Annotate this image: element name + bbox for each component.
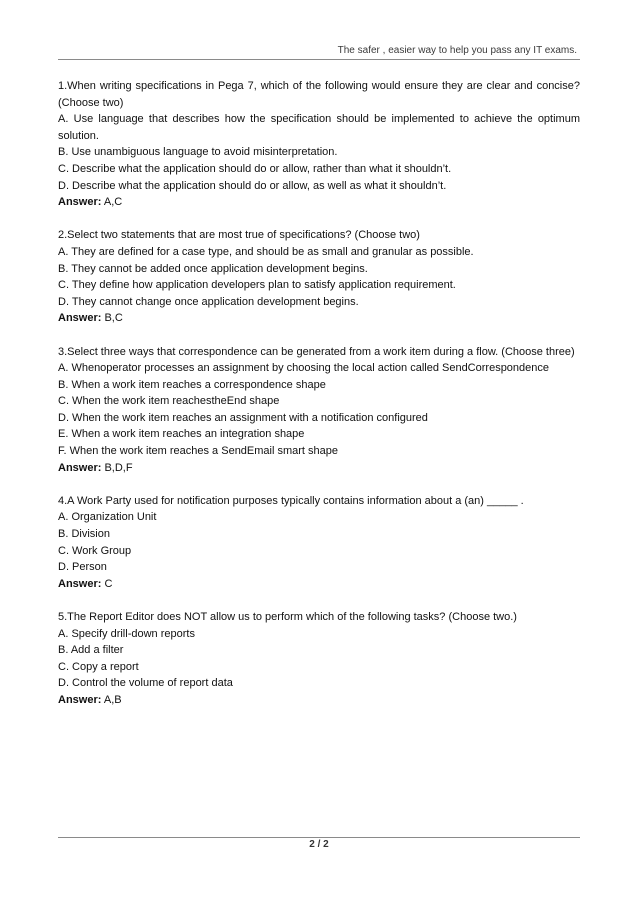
question-1 — [58, 78, 580, 211]
answer-value: B,D,F — [101, 461, 133, 474]
question-4 — [58, 493, 580, 593]
option-f: F. When the work item reaches a SendEmail smart shape — [58, 445, 339, 458]
question-text: 3.Select three ways that correspondence can be generated from a work item during a flow. (Choose three) — [58, 345, 575, 358]
option-a: A. Specify drill-down reports — [58, 627, 195, 640]
option-c: C. Work Group — [58, 544, 132, 557]
answer-label: Answer: — [58, 693, 102, 706]
option-d: D. Control the volume of report data — [58, 677, 233, 690]
option-b: B. When a work item reaches a correspondence shape — [58, 378, 326, 391]
option-d: D. Person — [58, 561, 107, 574]
option-c: C. Describe what the application should do or allow, rather than what it shouldn’t. — [58, 162, 452, 175]
answer-value: C — [101, 577, 113, 590]
page-header — [58, 42, 580, 60]
question-list — [58, 78, 580, 725]
option-d: D. Describe what the application should do or allow, as well as what it shouldn’t. — [58, 179, 447, 192]
answer-label: Answer: — [58, 461, 102, 474]
option-b: B. Division — [58, 528, 110, 541]
answer-value: A,C — [101, 196, 123, 209]
answer-label: Answer: — [58, 312, 102, 325]
question-text: 5.The Report Editor does NOT allow us to perform which of the following tasks? (Choose two.) — [58, 611, 517, 623]
footer-divider — [58, 837, 580, 838]
question-2 — [58, 227, 580, 327]
question-5 — [58, 609, 580, 709]
option-c: C. Copy a report — [58, 660, 139, 673]
option-b: B. Use unambiguous language to avoid misinterpretation. — [58, 146, 338, 159]
question-text: 1.When writing specifications in Pega 7, which of the following would ensure they are clear and concise? (Choose two) — [58, 80, 580, 109]
option-d: D. When the work item reaches an assignment with a notification configured — [58, 411, 428, 424]
header-tagline: The safer , easier way to help you pass any IT exams. — [337, 45, 577, 56]
option-a: A. Organization Unit — [58, 511, 157, 524]
answer-line — [58, 460, 580, 477]
answer-line — [58, 194, 580, 211]
answer-line — [58, 310, 580, 327]
answer-line — [58, 576, 580, 593]
option-c: C. When the work item reachestheEnd shape — [58, 395, 280, 408]
page-number: 2 / 2 — [309, 839, 329, 850]
option-b: B. They cannot be added once application development begins. — [58, 262, 368, 275]
option-c: C. They define how application developers plan to satisfy application requirement. — [58, 279, 456, 292]
answer-line — [58, 692, 580, 709]
option-e: E. When a work item reaches an integration shape — [58, 428, 305, 441]
answer-label: Answer: — [58, 196, 102, 209]
answer-value: A,B — [101, 693, 122, 706]
option-a: A. Whenoperator processes an assignment by choosing the local action called SendCorrespondence — [58, 362, 550, 375]
option-d: D. They cannot change once application development begins. — [58, 295, 359, 308]
option-a: A. Use language that describes how the specification should be implemented to achieve the optimum solution. — [58, 113, 580, 142]
option-a: A. They are defined for a case type, and should be as small and granular as possible. — [58, 245, 474, 258]
answer-label: Answer: — [58, 577, 102, 590]
question-text: 2.Select two statements that are most true of specifications? (Choose two) — [58, 229, 420, 242]
question-text: 4.A Work Party used for notification purposes typically contains information about a (an) _____ . — [58, 494, 524, 507]
answer-value: B,C — [101, 312, 123, 325]
option-b: B. Add a filter — [58, 644, 124, 657]
question-3 — [58, 344, 580, 477]
